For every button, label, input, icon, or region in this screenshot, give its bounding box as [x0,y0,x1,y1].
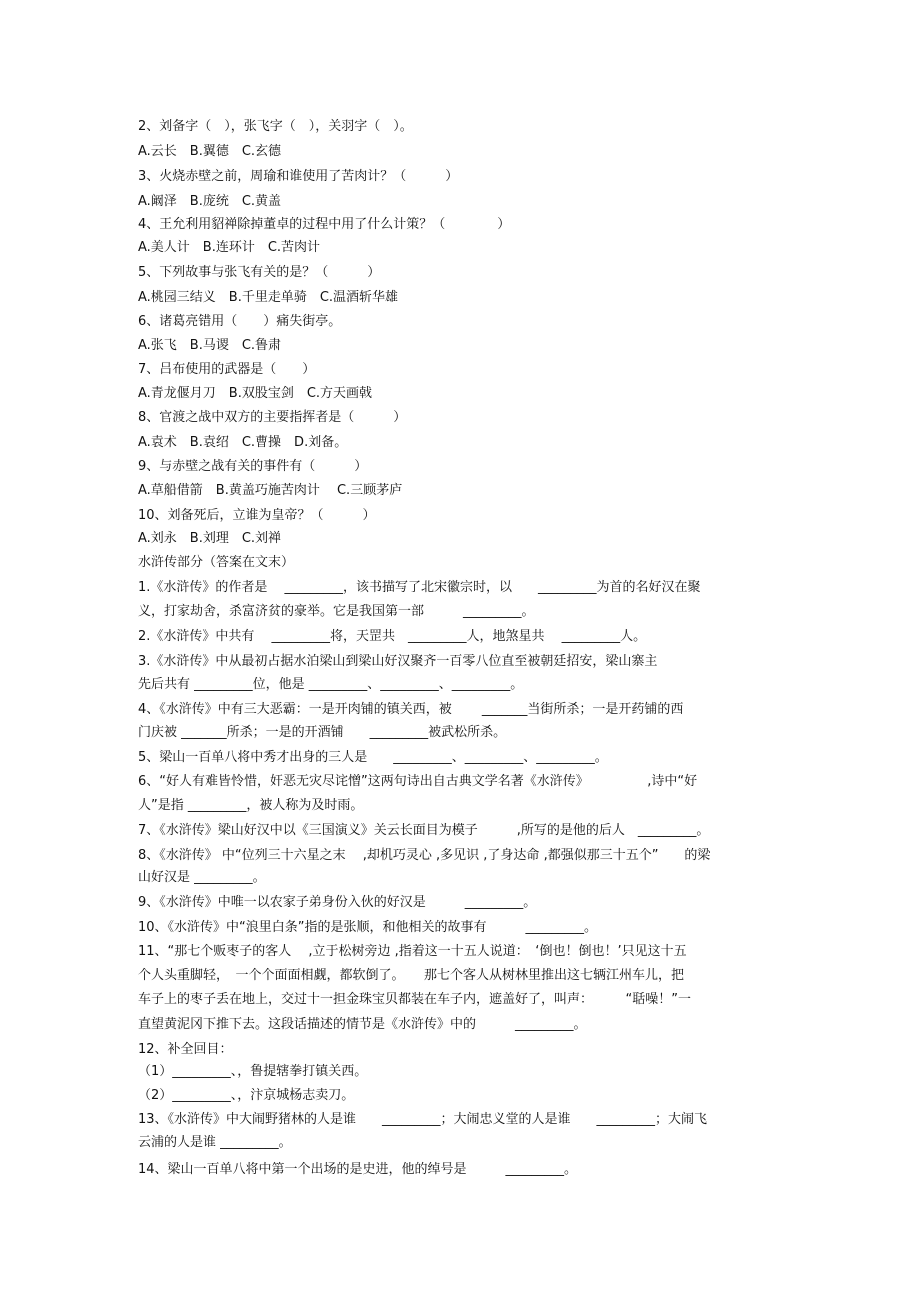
wh-q3-line1: 3.《水浒传》中从最初占据水泊梁山到梁山好汉聚齐一百零八位直至被朝廷招安，梁山寨主 [138,654,658,669]
wh-q1-line1: 1.《水浒传》的作者是 _________，该书描写了北宋徽宗时，以 _________为首的名好汉在聚 [138,580,701,595]
wh-q3-line2: 先后共有 _________位，他是 _________、_________、_________。 [138,677,524,692]
question-4: 4、王允利用貂禅除掉董卓的过程中用了什么计策？（ ） [138,217,511,232]
wh-q12-2: （2）_________、，汴京城杨志卖刀。 [138,1088,355,1103]
wh-q4-line1: 4、《水浒传》中有三大恶霸：一是开肉铺的镇关西，被 _______当街所杀；一是开药铺的西 [138,702,684,717]
wh-q10: 10、《水浒传》中“浪里白条”指的是张顺，和他相关的故事有 _________。 [138,920,598,935]
options-8: A.袁术 B.袁绍 C.曹操 D.刘备。 [138,435,348,450]
wh-q12-1: （1）_________、，鲁提辖拳打镇关西。 [138,1064,368,1079]
wh-q9: 9、《水浒传》中唯一以农家子弟身份入伙的好汉是 _________。 [138,895,537,910]
wh-q13-line2: 云浦的人是谁 _________。 [138,1135,292,1150]
wh-q6-line2: 人”是指 _________，被人称为及时雨。 [138,798,364,813]
options-10: A.刘永 B.刘理 C.刘禅 [138,531,282,546]
wh-q11-line1: 11、“那七个贩枣子的客人 ,立于松树旁边 ,指着这一十五人说道： ‘倒也！倒也！’只见这十五 [138,944,687,959]
question-10: 10、刘备死后，立谁为皇帝？（ ） [138,508,376,523]
options-4: A.美人计 B.连环计 C.苦肉计 [138,240,321,255]
wh-q8-line2: 山好汉是 _________。 [138,870,266,885]
question-6: 6、诸葛亮错用（ ）痛失街亭。 [138,314,342,329]
section-title: 水浒传部分（答案在文末） [138,555,295,570]
wh-q8-line1: 8、《水浒传》 中“位列三十六星之末 ,却机巧灵心 ,多见识 ,了身达命 ,都强似那三十五个” 的梁 [138,848,711,863]
wh-q11-line2: 个人头重脚轻， 一个个面面相觑，都软倒了。 那七个客人从树林里推出这七辆江州车儿，把 [138,968,685,983]
question-8: 8、官渡之战中双方的主要指挥者是（ ） [138,410,407,425]
wh-q12: 12、补全回目： [138,1042,233,1057]
options-5: A.桃园三结义 B.千里走单骑 C.温酒斩华雄 [138,290,399,305]
options-6: A.张飞 B.马谡 C.鲁肃 [138,338,282,353]
question-7: 7、吕布使用的武器是（ ） [138,362,316,377]
wh-q6-line1: 6、“好人有难皆怜惜，奸恶无灾尽诧憎”这两句诗出自古典文学名著《水浒传》 ,诗中“好 [138,774,698,789]
wh-q7: 7、《水浒传》梁山好汉中以《三国演义》关云长面目为模子 ,所写的是他的后人 _________。 [138,823,710,838]
options-2: A.云长 B.翼德 C.玄德 [138,144,282,159]
wh-q2: 2.《水浒传》中共有 _________将，天罡共 _________人，地煞星共 _________人。 [138,629,647,644]
wh-q1-line2: 义，打家劫舍，杀富济贫的豪举。它是我国第一部 _________。 [138,604,535,619]
options-9: A.草船借箭 B.黄盖巧施苦肉计 C.三顾茅庐 [138,483,403,498]
wh-q4-line2: 门庆被 _______所杀；一是的开酒铺 _________被武松所杀。 [138,725,507,740]
options-7: A.青龙偃月刀 B.双股宝剑 C.方天画戟 [138,386,373,401]
question-5: 5、下列故事与张飞有关的是？（ ） [138,265,381,280]
question-2: 2、刘备字（ ），张飞字（ ），关羽字（ ）。 [138,119,413,134]
wh-q5: 5、梁山一百单八将中秀才出身的三人是 _________、_________、_________。 [138,750,608,765]
wh-q14: 14、梁山一百单八将中第一个出场的是史进，他的绰号是 _________。 [138,1162,578,1177]
wh-q13-line1: 13、《水浒传》中大闹野猪林的人是谁 _________；大闹忠义堂的人是谁 _________；大闹飞 [138,1112,708,1127]
options-3: A.阚泽 B.庞统 C.黄盖 [138,194,282,209]
wh-q11-line3: 车子上的枣子丢在地上，交过十一担金珠宝贝都装在车子内，遮盖好了，叫声： “聒噪！”一 [138,992,691,1007]
question-3: 3、火烧赤壁之前，周瑜和谁使用了苦肉计？（ ） [138,169,459,184]
question-9: 9、与赤壁之战有关的事件有（ ） [138,459,368,474]
wh-q11-line4: 直望黄泥冈下推下去。这段话描述的情节是《水浒传》中的 _________。 [138,1017,587,1032]
